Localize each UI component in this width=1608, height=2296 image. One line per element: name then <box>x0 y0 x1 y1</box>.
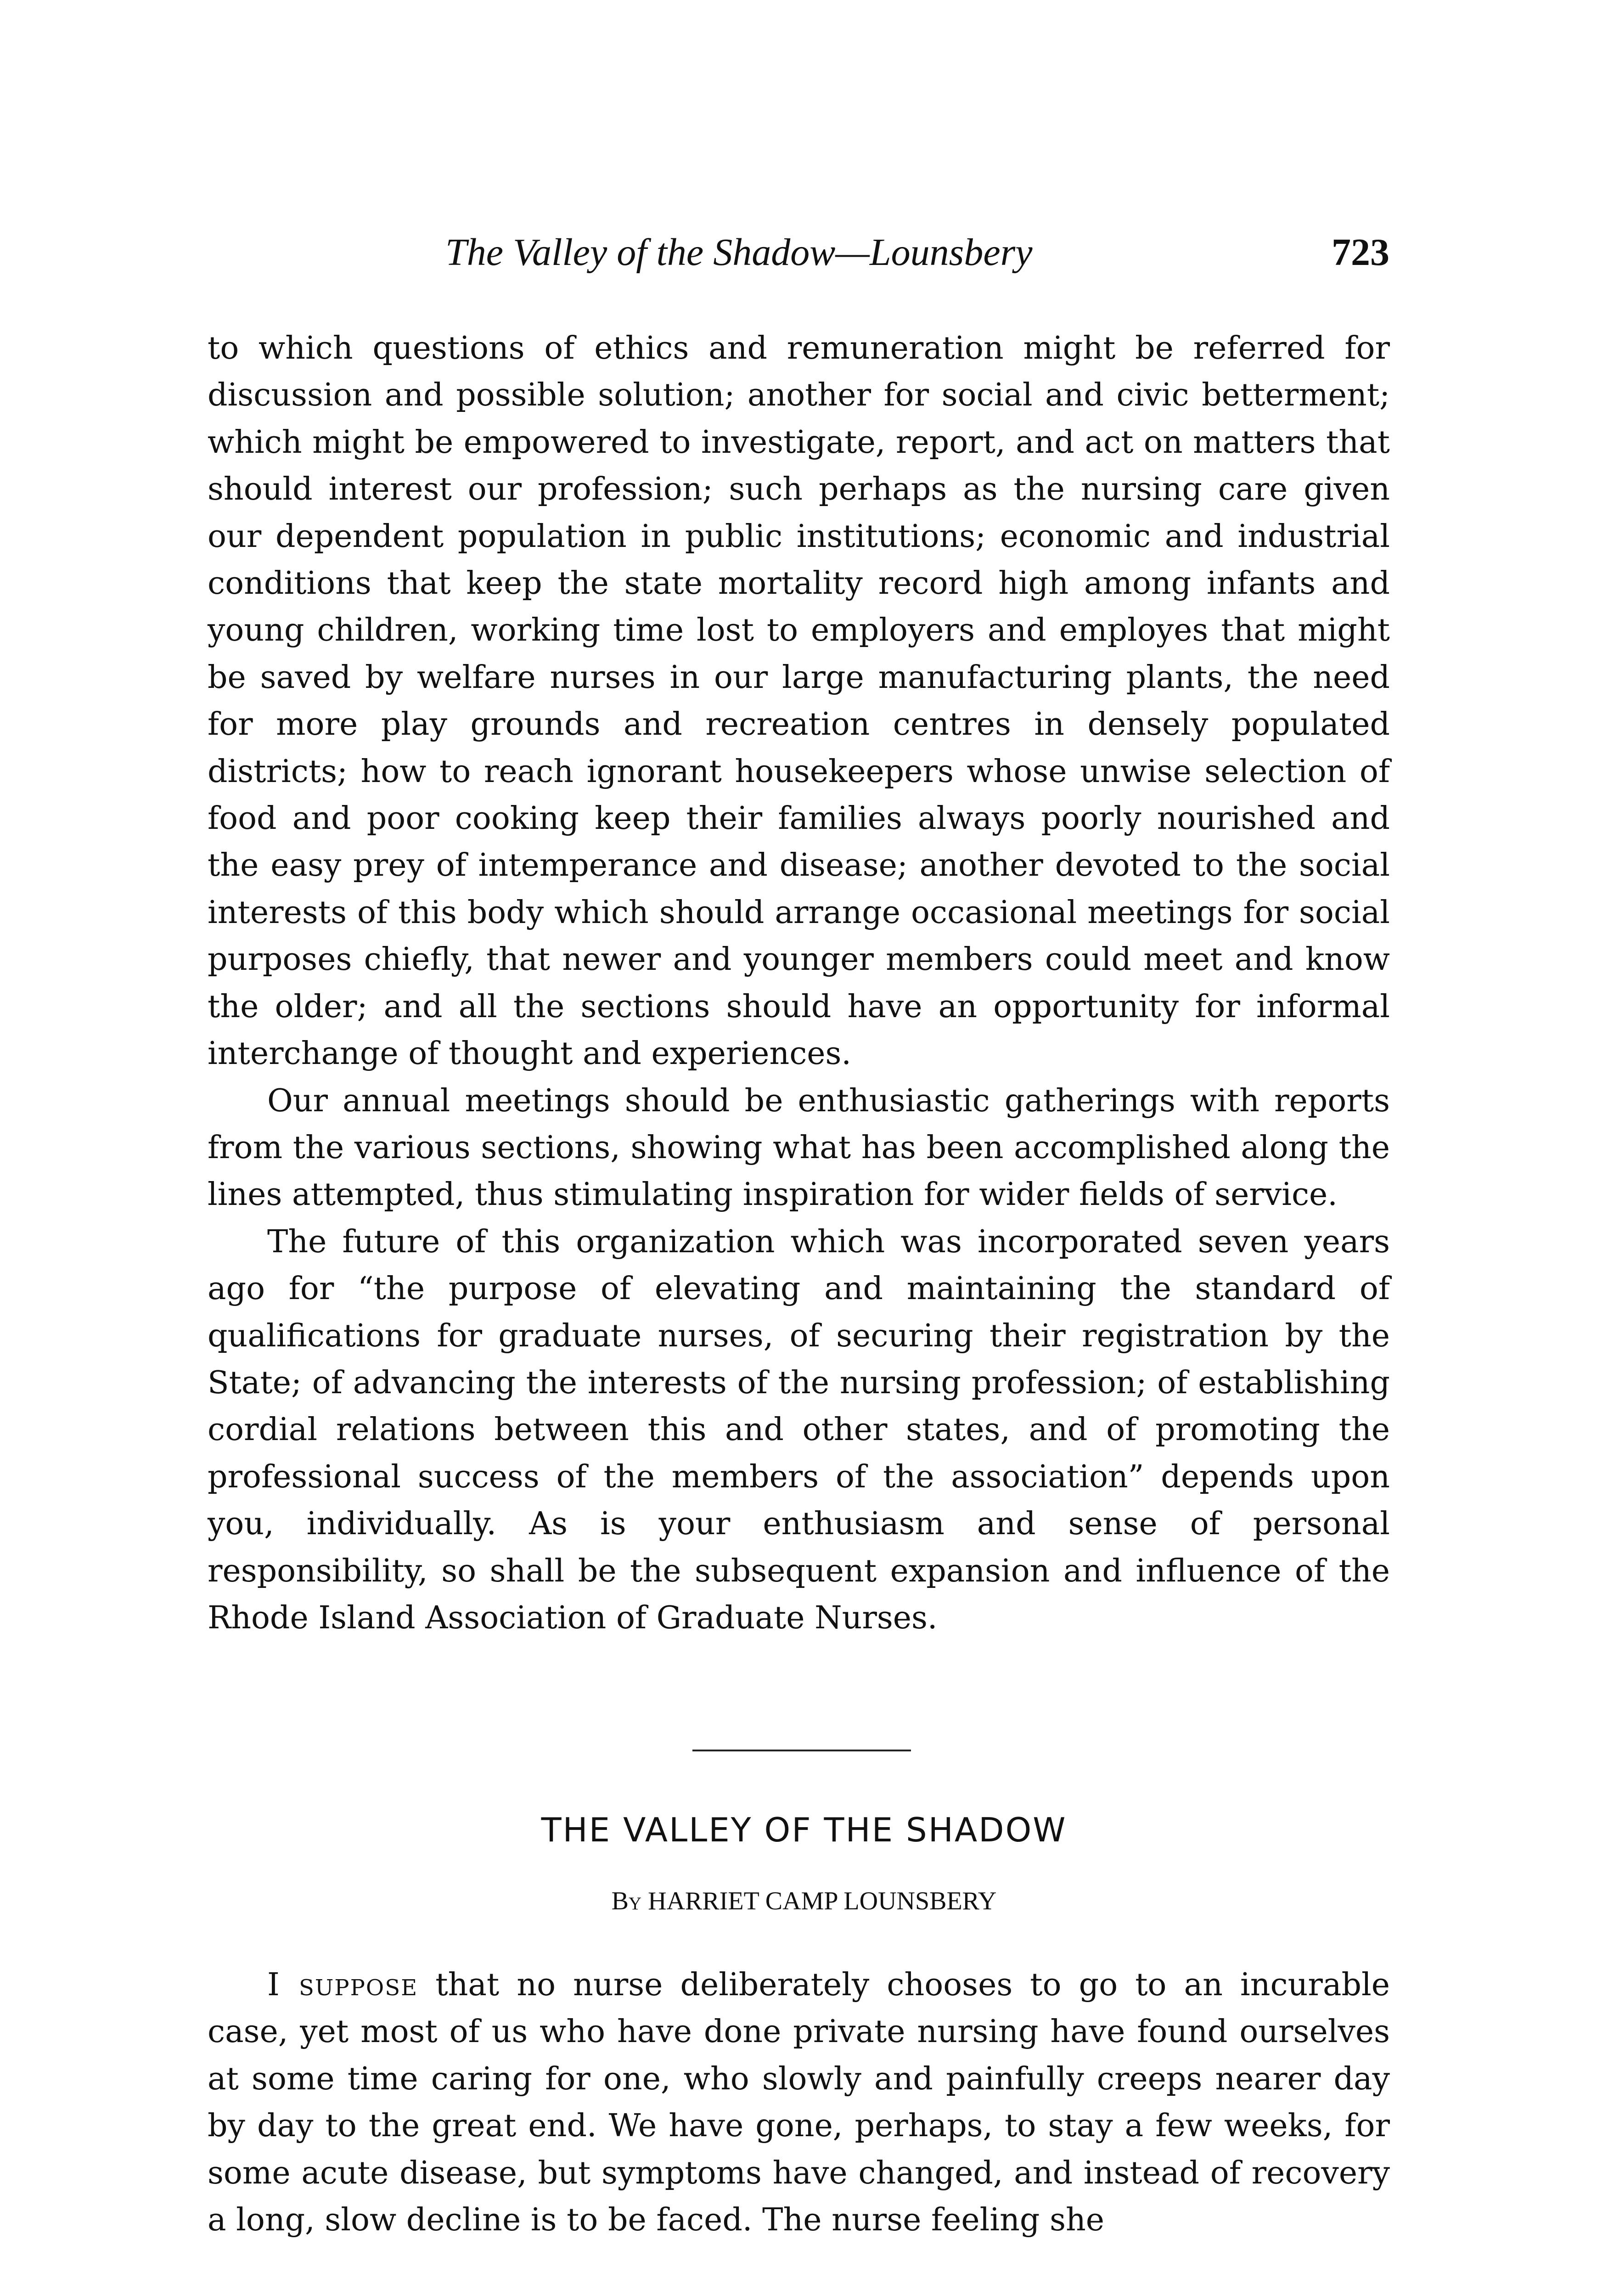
new-article-text <box>208 1962 1390 2244</box>
byline-prefix: By <box>611 1887 642 1915</box>
lead-paragraph-text: that no nurse deliberately chooses to go to an incurable case, yet most of us who have done private nursing have found ourselves at some time caring for one, who slowly and painfully creeps nearer day by day to the great end. We have gone, perhaps, to stay a few weeks, for some acute disease, but symptoms have changed, and instead of recovery a long, slow decline is to be faced. The nurse feeling she <box>208 1967 1390 2239</box>
author-name: HARRIET CAMP LOUNSBERY <box>648 1887 997 1915</box>
continued-article-text <box>208 325 1390 1642</box>
body-paragraph <box>208 1962 1390 2244</box>
running-head <box>0 227 1608 278</box>
article-title: THE VALLEY OF THE SHADOW <box>541 1811 1067 1849</box>
lead-in: I suppose <box>267 1967 418 2003</box>
byline <box>0 1883 1608 1919</box>
body-paragraph: to which questions of ethics and remuneration might be referred for discussion and possible solution; another for social and civic betterment; which might be empowered to investigate, report, and act on matters that should interest our profession; such perhaps as the nursing care given our dependent population in public institutions; economic and industrial conditions that keep the state mortality record high among infants and young children, working time lost to employers and employes that might be saved by welfare nurses in our large manufacturing plants, the need for more play grounds and recreation centres in densely populated districts; how to reach ignorant housekeepers whose unwise selection of food and poor cooking keep their families always poorly nourished and the easy prey of intemperance and disease; another devoted to the social interests of this body which should arrange occasional meetings for social purposes chiefly, that newer and younger members could meet and know the older; and all the sections should have an opportunity for informal interchange of thought and experiences. <box>208 330 1390 1072</box>
body-paragraph: Our annual meetings should be enthusiastic gatherings with reports from the various sections, showing what has been accomplished along the lines attempted, thus stimulating inspiration for wider fields of service. <box>208 1082 1390 1213</box>
running-title: The Valley of the Shadow—Lounsbery <box>445 231 1033 274</box>
page-number: 723 <box>1332 231 1389 274</box>
section-divider <box>692 1750 911 1751</box>
body-paragraph: The future of this organization which was incorporated seven years ago for “the purpose of elevating and maintaining the standard of qualifications for graduate nurses, of securing their registration by the State; of advancing the interests of the nursing profession; of establishing cordial relations between this and other states, and of promoting the professional success of the members of the association” depends upon you, individually. As is your enthusiasm and sense of personal responsibility, so shall be the subsequent expansion and influence of the Rhode Island Association of Graduate Nurses. <box>208 1223 1390 1636</box>
